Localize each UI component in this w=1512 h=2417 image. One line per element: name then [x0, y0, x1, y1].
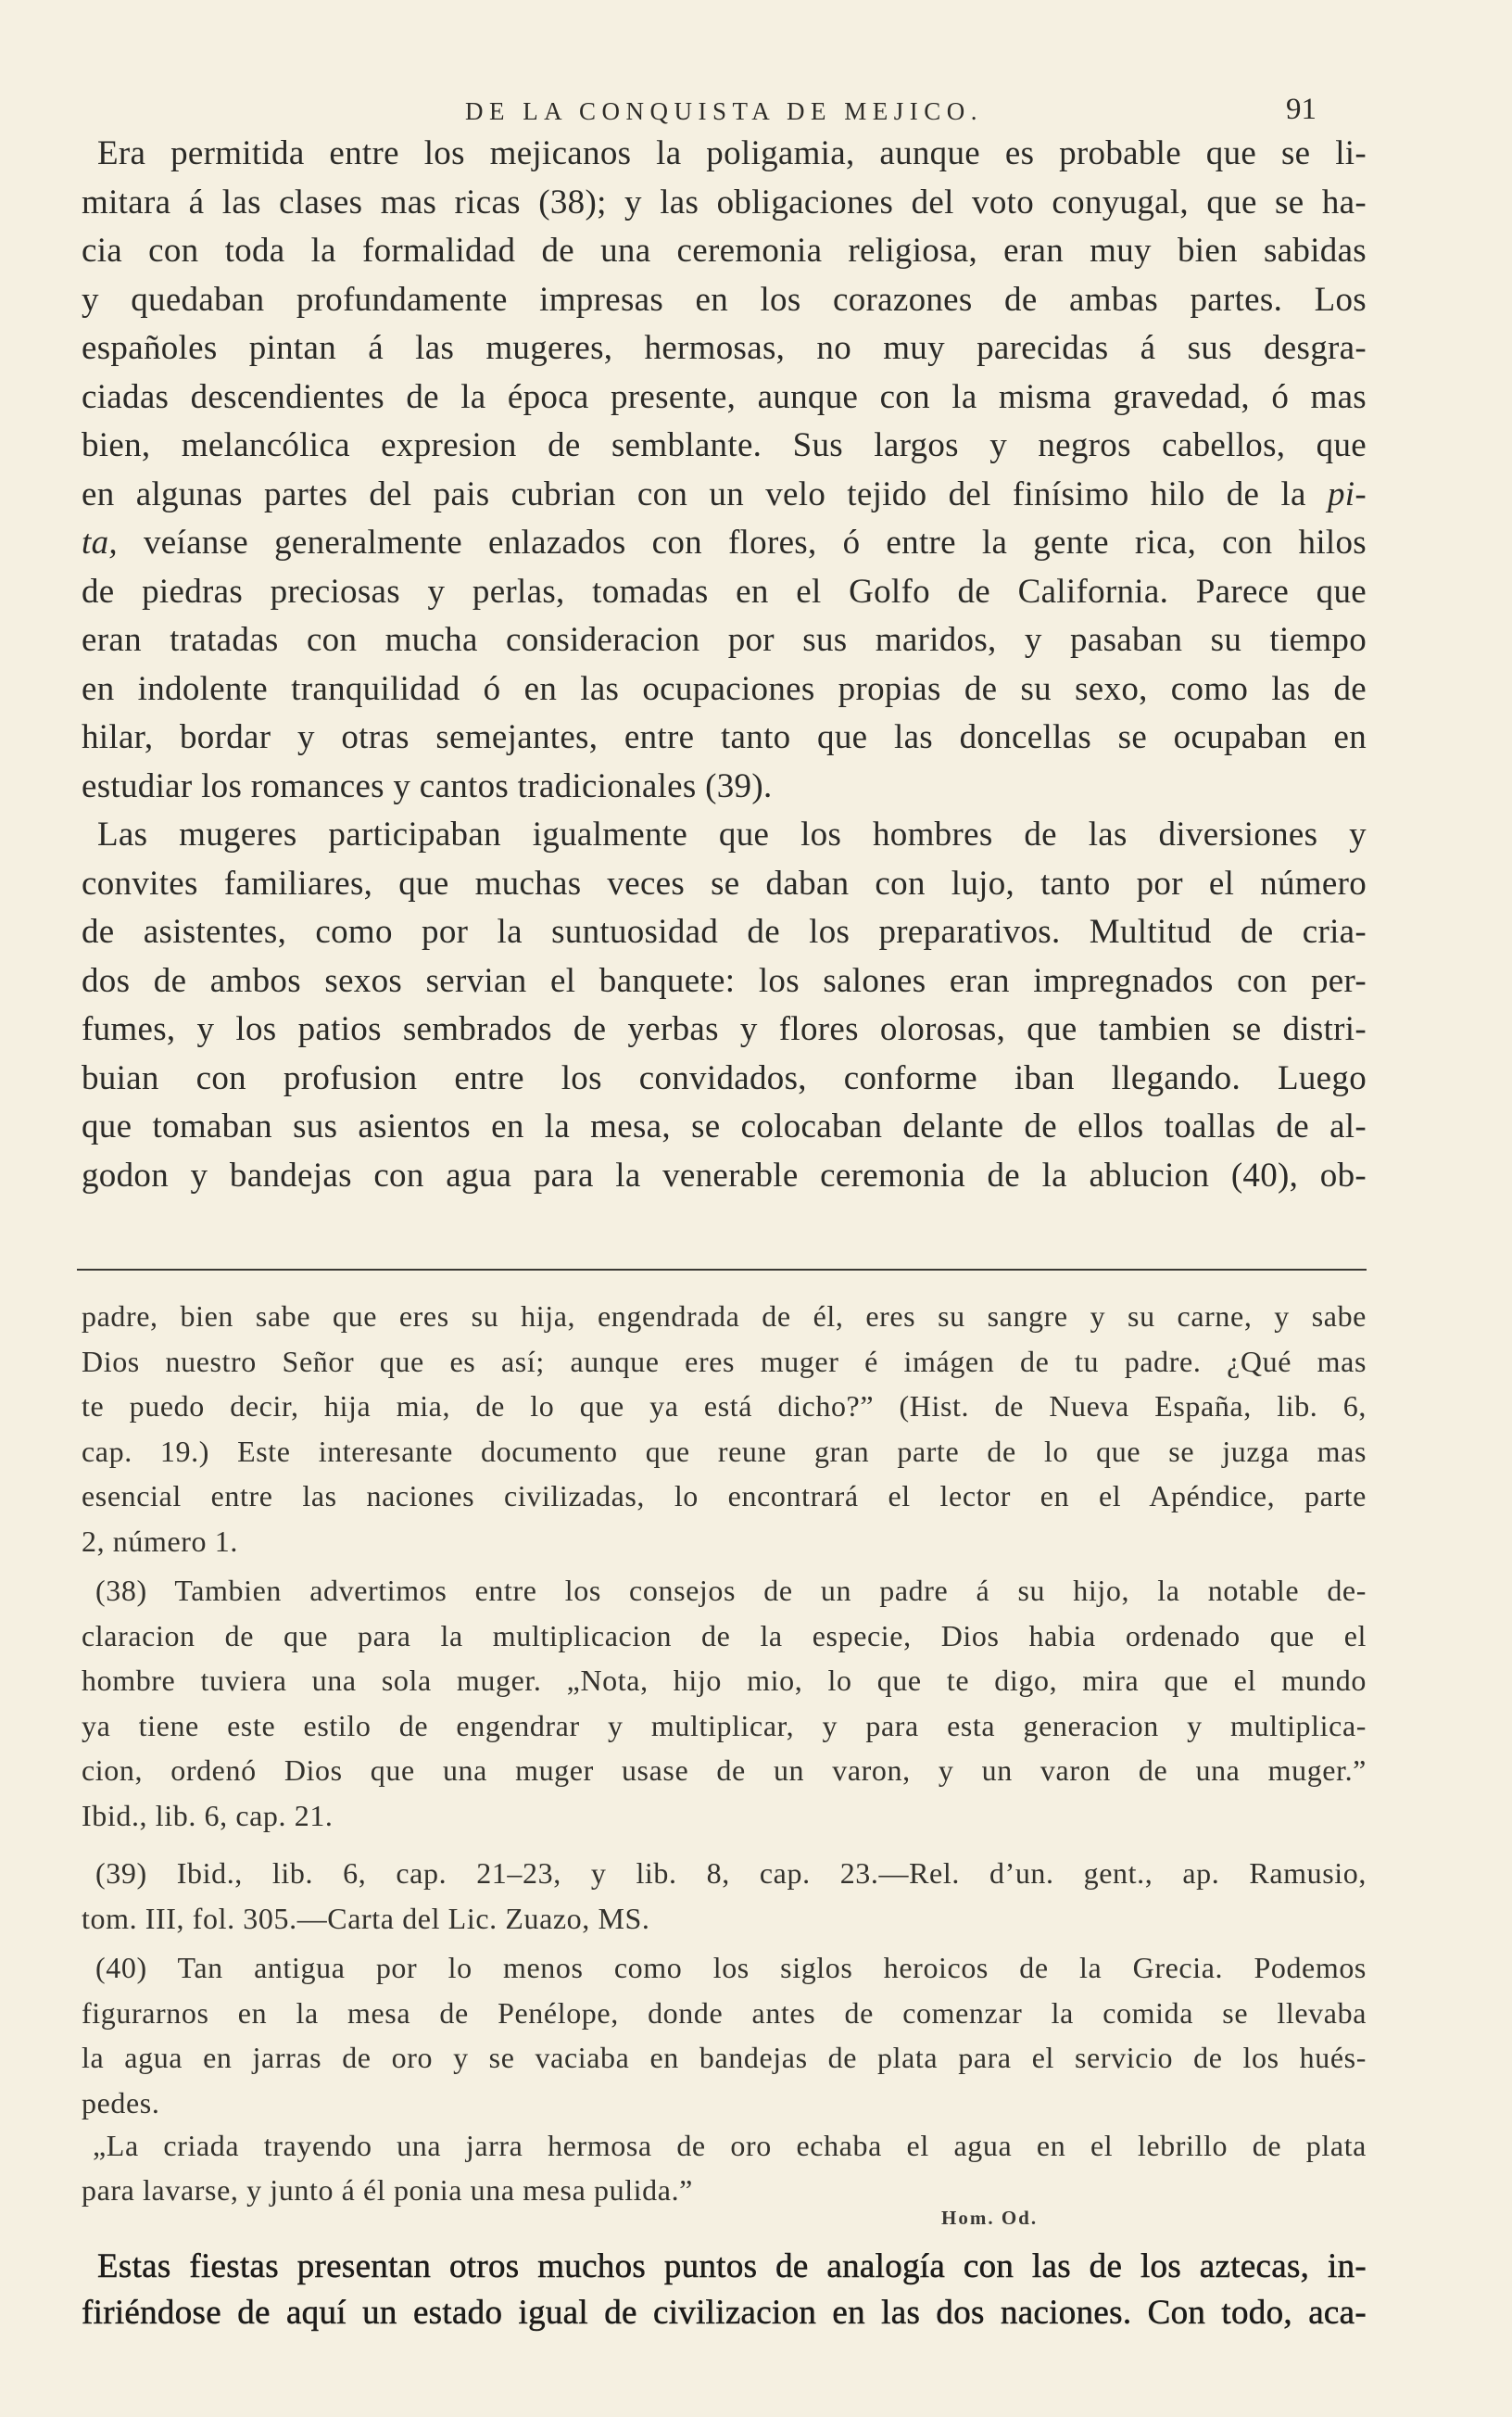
body-line: y quedaban profundamente impresas en los corazones de ambas partes. Los	[82, 280, 1367, 319]
footnote-line: la agua en jarras de oro y se vaciaba en bandejas de plata para el servicio de los hués-	[82, 2041, 1367, 2074]
footnote-line: cap. 19.) Este interesante documento que reune gran parte de lo que se juzga mas	[82, 1434, 1367, 1468]
body-line: en indolente tranquilidad ó en las ocupaciones propias de su sexo, como las de	[82, 669, 1367, 708]
footnote-line	[82, 1851, 1367, 1896]
footnote-line: 2, número 1.	[82, 1524, 238, 1558]
body-line: Las mugeres participaban igualmente que los hombres de las diversiones y	[97, 816, 1367, 854]
footnote-line: esencial entre las naciones civilizadas, lo encontrará el lector en el Apéndice, parte	[82, 1479, 1367, 1512]
body-line: ciadas descendientes de la época presente, aunque con la misma gravedad, ó mas	[82, 377, 1367, 416]
footnote-line: hombre tuviera una sola muger. „Nota, hijo mio, lo que te digo, mira que el mundo	[82, 1664, 1367, 1697]
italic-word: pi-	[1327, 475, 1367, 513]
body-line: convites familiares, que muchas veces se daban con lujo, tanto por el número	[82, 864, 1367, 903]
paragraph-1	[82, 130, 1367, 811]
body-line: españoles pintan á las mugeres, hermosas, no muy parecidas á sus desgra-	[82, 329, 1367, 367]
footnote-40	[82, 1945, 1367, 2125]
body-line: firiéndose de aquí un estado igual de civilizacion en las dos naciones. Con todo, aca-	[82, 2294, 1367, 2332]
body-line: eran tratadas con mucha consideracion por sus maridos, y pasaban su tiempo	[82, 621, 1367, 659]
quotation-line: „La criada trayendo una jarra hermosa de oro echaba el agua en el lebrillo de plata	[93, 2129, 1367, 2162]
line-text: Tambien advertimos entre los consejos de un padre á su hijo, la notable de-	[174, 1574, 1367, 1607]
footnote-line: tom. III, fol. 305.—Carta del Lic. Zuazo, MS.	[82, 1901, 650, 1935]
footnote-line: pedes.	[82, 2085, 160, 2120]
line-text: Tan antigua por lo menos como los siglos heroicos de la Grecia. Podemos	[177, 1951, 1367, 1984]
footnote-quotation	[82, 2123, 1367, 2212]
body-line: que tomaban sus asientos en la mesa, se colocaban delante de ellos toallas de al-	[82, 1107, 1367, 1145]
paragraph-2	[82, 811, 1367, 1200]
footnote-marker: (38)	[95, 1574, 147, 1607]
body-line: Estas fiestas presentan otros muchos puntos de analogía con las de los aztecas, in-	[97, 2247, 1367, 2285]
body-line	[82, 471, 1367, 520]
footnote-line: te puedo decir, hija mia, de lo que ya está dicho?” (Hist. de Nueva España, lib. 6,	[82, 1389, 1367, 1423]
footnote-rule	[77, 1269, 1367, 1271]
body-line: estudiar los romances y cantos tradicionales (39).	[82, 766, 773, 805]
footnote-line	[82, 1945, 1367, 1991]
body-line: Era permitida entre los mejicanos la poligamia, aunque es probable que se li-	[97, 134, 1367, 172]
footnote-38	[82, 1568, 1367, 1838]
page-number: 91	[1286, 93, 1317, 126]
footnote-line: cion, ordenó Dios que una muger usase de un varon, y un varon de una muger.”	[82, 1753, 1367, 1787]
footnote-line: Ibid., lib. 6, cap. 21.	[82, 1798, 334, 1832]
body-line: bien, melancólica expresion de semblante. Sus largos y negros cabellos, que	[82, 426, 1367, 464]
body-line: cia con toda la formalidad de una ceremonia religiosa, eran muy bien sabidas	[82, 232, 1367, 270]
body-line: fumes, y los patios sembrados de yerbas y flores olorosas, que tambien se distri-	[82, 1010, 1367, 1048]
quotation-attribution: Hom. Od.	[941, 2207, 1039, 2229]
body-line: buian con profusion entre los convidados, conforme iban llegando. Luego	[82, 1058, 1367, 1097]
footnote-line: padre, bien sabe que eres su hija, engendrada de él, eres su sangre y su carne, y sabe	[82, 1299, 1367, 1333]
footnote-line: Dios nuestro Señor que es así; aunque eres muger é imágen de tu padre. ¿Qué mas	[82, 1344, 1367, 1378]
body-line: hilar, bordar y otras semejantes, entre tanto que las doncellas se ocupaban en	[82, 718, 1367, 756]
body-line: godon y bandejas con agua para la venerable ceremonia de la ablucion (40), ob-	[82, 1156, 1367, 1195]
body-line: de asistentes, como por la suntuosidad de los preparativos. Multitud de cria-	[82, 913, 1367, 951]
body-line: de piedras preciosas y perlas, tomadas en el Golfo de California. Parece que	[82, 572, 1367, 611]
main-text	[82, 130, 1367, 1200]
footnote-39	[82, 1851, 1367, 1941]
line-text: Ibid., lib. 6, cap. 21–23, y lib. 8, cap. 23.—Rel. d’un. gent., ap. Ramusio,	[176, 1856, 1367, 1890]
footnote-marker: (39)	[95, 1856, 147, 1890]
body-line	[82, 519, 1367, 568]
footnote-line: claracion de que para la multiplicacion de la especie, Dios habia ordenado que el	[82, 1618, 1367, 1652]
quotation-line: para lavarse, y junto á él ponia una mesa pulida.”	[82, 2173, 693, 2207]
footnote-continued	[82, 1294, 1367, 1563]
footnote-line: figurarnos en la mesa de Penélope, donde antes de comenzar la comida se llevaba	[82, 1995, 1367, 2030]
footnote-line	[82, 1568, 1367, 1613]
footnote-line: ya tiene este estilo de engendrar y multiplicar, y para esta generacion y multiplica-	[82, 1708, 1367, 1742]
footnote-marker: (40)	[95, 1951, 147, 1984]
line-text: en algunas partes del pais cubrian con un velo tejido del finísimo hilo de la	[82, 475, 1306, 513]
running-head: DE LA CONQUISTA DE MEJICO.	[464, 97, 984, 125]
body-line: mitara á las clases mas ricas (38); y las obligaciones del voto conyugal, que se ha-	[82, 183, 1367, 221]
body-line: dos de ambos sexos servian el banquete: los salones eran impregnados con per-	[82, 961, 1367, 1000]
italic-word: ta,	[82, 524, 118, 562]
main-text-continuation	[82, 2244, 1367, 2336]
line-text: veíanse generalmente enlazados con flores, ó entre la gente rica, con hilos	[143, 524, 1367, 562]
